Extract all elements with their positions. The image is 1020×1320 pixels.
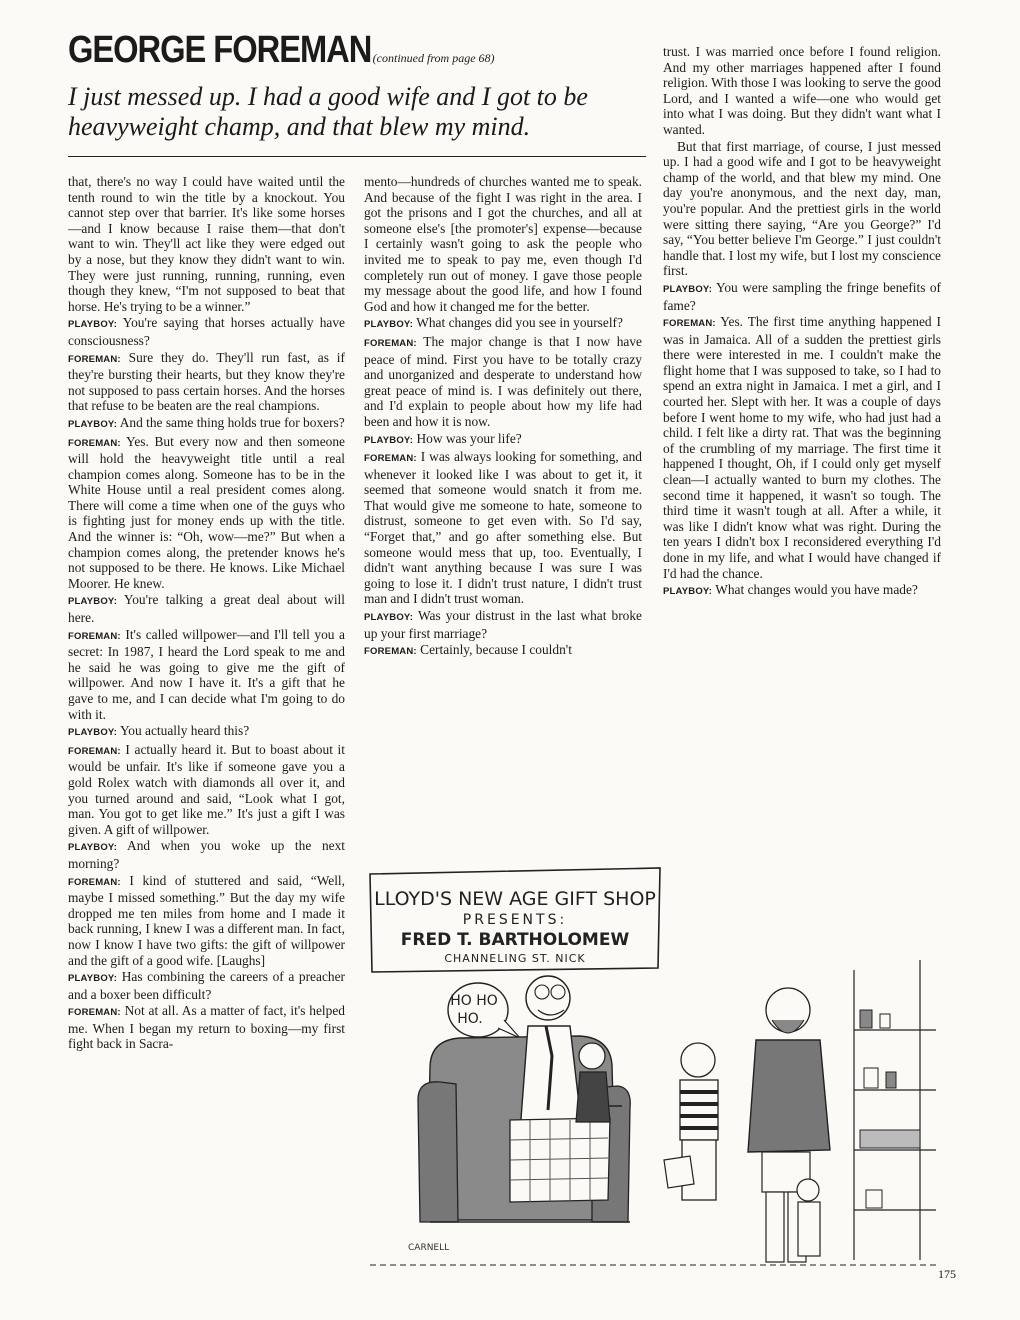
text-column-3: [663, 44, 941, 601]
article-paragraph: [663, 44, 941, 138]
speaker-label: FOREMAN:: [68, 353, 121, 365]
speech-line-2: HO.: [457, 1011, 483, 1027]
paragraph-text: What changes did you see in yourself?: [416, 315, 623, 331]
paragraph-text: The major change is that I now have peace of mind. First you have to be totally crazy and unorganized and desperate to understand how great peace of mind is. I was definitely out there, and I'd explain to people about how my life had been and how it is now.: [364, 333, 642, 429]
child-on-lap: [576, 1043, 610, 1122]
article-paragraph: [364, 642, 642, 660]
paragraph-text: trust. I was married once before I found religion. And my other marriages happened after I found religion. With those I was looking to serve the good Lord, and I wanted a wife—one who would get into what I was doing. But they didn't want what I wanted.: [663, 44, 941, 137]
article-paragraph: [68, 873, 345, 969]
speaker-label: FOREMAN:: [68, 437, 121, 449]
paragraph-text: How was your life?: [416, 430, 522, 446]
paragraph-text: that, there's no way I could have waited until the tenth round to win the title by a knockout. You cannot step over that barrier. It's like some horses—and I know because I raise them—that don't want to win. They'll act like they were edged out by a nose, but they know they didn't want to win. They were just running, running, running, even though they knew, “I'm not supposed to beat that horse. He's trying to be a winner.”: [68, 174, 345, 314]
article-paragraph: [364, 431, 642, 449]
speaker-label: PLAYBOY:: [364, 612, 414, 624]
paragraph-text: You were sampling the fringe benefits of fame?: [663, 279, 941, 313]
paragraph-text: You actually heard this?: [119, 723, 250, 739]
speaker-label: FOREMAN:: [68, 876, 121, 888]
paragraph-text: Was your distrust in the last what broke up your first marriage?: [364, 608, 642, 641]
speaker-label: FOREMAN:: [68, 630, 121, 642]
article-paragraph: [364, 174, 642, 314]
speaker-label: PLAYBOY:: [663, 283, 713, 295]
small-kid: [797, 1179, 820, 1256]
banner-line-3: FRED T. BARTHOLOMEW: [400, 930, 630, 950]
title-row: [68, 28, 646, 72]
article-paragraph: [663, 582, 941, 600]
article-paragraph: [68, 415, 345, 433]
paragraph-text: You're saying that horses actually have consciousness?: [68, 315, 345, 348]
article-paragraph: [364, 315, 642, 333]
paragraph-text: It's called willpower—and I'll tell you a secret: In 1987, I heard the Lord speak to me and he said he was going to give me the gift of willpower. And now I have it. It's a gift that he gave to me, and I can decide what I'm going to do with it.: [68, 626, 345, 722]
speaker-label: PLAYBOY:: [68, 596, 118, 608]
paragraph-text: Yes. But every now and then someone will hold the heavyweight title until a real champion comes along. Someone has to be in the White House until a real president comes along. There will come a time when one of the guys who is fighting just for money ends up with the title. And the winner is: “Oh, wow—me?” But when a champion comes along, the pretender knows he's not supposed to be there. He knows. Like Michael Moorer. He knew.: [68, 433, 345, 591]
speech-line-1: HO HO: [450, 993, 498, 1009]
paragraph-text: But that first marriage, of course, I just messed up. I had a good wife and I got to be heavyweight champ of the world, and that blew my mind. One day you're anonymous, and the next day, man, you're popular. And the prettiest girls in the world were sitting there saying, “Are you George?” I'd say, “You better believe I'm George.” I just couldn't handle that. I lost my wife, but I lost my conscience first.: [663, 138, 941, 279]
article-paragraph: [364, 608, 642, 641]
article-paragraph: [663, 280, 941, 313]
article-paragraph: [68, 723, 345, 741]
speaker-label: FOREMAN:: [68, 1007, 121, 1019]
speaker-label: PLAYBOY:: [364, 434, 414, 446]
paragraph-text: What changes would you have made?: [715, 582, 918, 598]
article-paragraph: [68, 350, 345, 414]
article-paragraph: [663, 314, 941, 581]
article-header: [68, 28, 646, 157]
speaker-label: PLAYBOY:: [364, 319, 414, 331]
paragraph-text: Sure they do. They'll run fast, as if they're bursting their hearts, but they know they're not supposed to pass certain horses. And the horses that refuse to be beaten are the real champions.: [68, 349, 345, 414]
paragraph-text: Yes. The first time anything happened I was in Jamaica. All of a sudden the prettiest girls there were interested in me. I couldn't make the flight home that I was supposed to take, so I had to spend an extra night in Jamaica. I met a girl, and I courted her. Slept with her. It was a couple of days before I went home to my wife, who had just had a child. I felt like a dirty rat. That was the beginning of the crumbling of my marriage. The first time it happened I thought, Oh, if I could only get myself clean—I actually wanted to burn my clothes. The second time it happened, it wasn't so tough. The third time it wasn't tough at all. After a while, it was like I didn't know what was right. During the ten years I didn't box I reconsidered everything I'd done in my life, and what I would have changed if I'd had the chance.: [663, 314, 941, 581]
article-paragraph: [68, 742, 345, 838]
article-paragraph: [68, 969, 345, 1002]
paragraph-text: I actually heard it. But to boast about it would be unfair. It's like if someone gave you a gold Rolex watch with diamonds all over it, and you turned around and said, “Look what I got, man. You got to get like me.” It's just a gift I was given. A gift of willpower.: [68, 741, 345, 837]
cartoon-illustration: [360, 860, 942, 1300]
paragraph-text: Has combining the careers of a preacher and a boxer been difficult?: [68, 969, 345, 1002]
speaker-label: FOREMAN:: [364, 453, 417, 465]
speaker-label: PLAYBOY:: [68, 319, 118, 331]
speaker-label: PLAYBOY:: [663, 586, 713, 598]
speaker-label: PLAYBOY:: [68, 842, 118, 854]
speaker-label: PLAYBOY:: [68, 973, 118, 985]
banner-line-1: LLOYD'S NEW AGE GIFT SHOP: [374, 888, 656, 910]
article-paragraph: [364, 449, 642, 607]
paragraph-text: You're talking a great deal about will here.: [68, 592, 345, 626]
article-paragraph: [68, 1003, 345, 1052]
page-number: 175: [938, 1267, 956, 1281]
article-paragraph: [68, 434, 345, 592]
paragraph-text: And when you woke up the next morning?: [68, 838, 346, 871]
speaker-label: FOREMAN:: [364, 646, 417, 658]
article-paragraph: [663, 139, 941, 279]
article-paragraph: [68, 627, 345, 723]
gift-shop-banner: [370, 868, 660, 972]
striped-shirt-kid: [664, 1043, 718, 1200]
cartoonist-signature: CARNELL: [408, 1243, 450, 1253]
article-paragraph: [68, 174, 345, 314]
banner-line-2: PRESENTS:: [462, 912, 568, 928]
article-paragraph: [68, 838, 345, 871]
gift-shelves: [854, 960, 936, 1260]
article-paragraph: [68, 592, 345, 625]
speaker-label: FOREMAN:: [663, 318, 716, 330]
article-title: GEORGE FOREMAN: [68, 29, 372, 71]
text-column-1: [68, 174, 345, 1053]
paragraph-text: Certainly, because I couldn't: [420, 642, 572, 658]
speech-bubble: [448, 983, 520, 1038]
paragraph-text: Not at all. As a matter of fact, it's helped me. When I began my return to boxing—my first fight back in Sacra-: [68, 1003, 345, 1052]
pull-quote: I just messed up. I had a good wife and I got to be heavyweight champ, and that blew my mind.: [68, 82, 646, 157]
speaker-label: FOREMAN:: [68, 745, 121, 757]
paragraph-text: I was always looking for something, and whenever it looked like I was about to get it, it seemed that someone would snatch it from me. That would give me someone to hate, someone to distrust, someone to get even with. So I'd say, “Forget that,” and go after something else. But someone would mess that up, too. Eventually, I didn't want anything because I was sure I was going to lose it. I didn't trust nature, I didn't trust man and I didn't trust woman.: [364, 449, 642, 607]
continued-note: (continued from page 68): [372, 51, 495, 65]
paragraph-text: mento—hundreds of churches wanted me to speak. And because of the fight I was right in the area. I got the prisons and I got the churches, and all at someone else's [the promoter's] expense—because I certainly wasn't going to ask the people who invited me to speak to pay me, even though I'd completely run out of money. I gave those people my message about the good life, and how I found God and how it changed me for the better.: [364, 174, 642, 314]
article-paragraph: [364, 334, 642, 430]
paragraph-text: I kind of stuttered and said, “Well, maybe I missed something.” But the day my wife dropped me ten miles from home and I made it back running, I knew I was a different man. In fact, now I know I have two gifts: the gift of willpower and the gift of a good wife. [Laughs]: [68, 872, 346, 968]
article-paragraph: [68, 315, 345, 348]
speaker-label: FOREMAN:: [364, 337, 417, 349]
speaker-label: PLAYBOY:: [68, 727, 118, 739]
banner-line-4: CHANNELING ST. NICK: [444, 952, 586, 965]
paragraph-text: And the same thing holds true for boxers?: [119, 414, 345, 430]
text-column-2: [364, 174, 642, 661]
speaker-label: PLAYBOY:: [68, 418, 118, 430]
